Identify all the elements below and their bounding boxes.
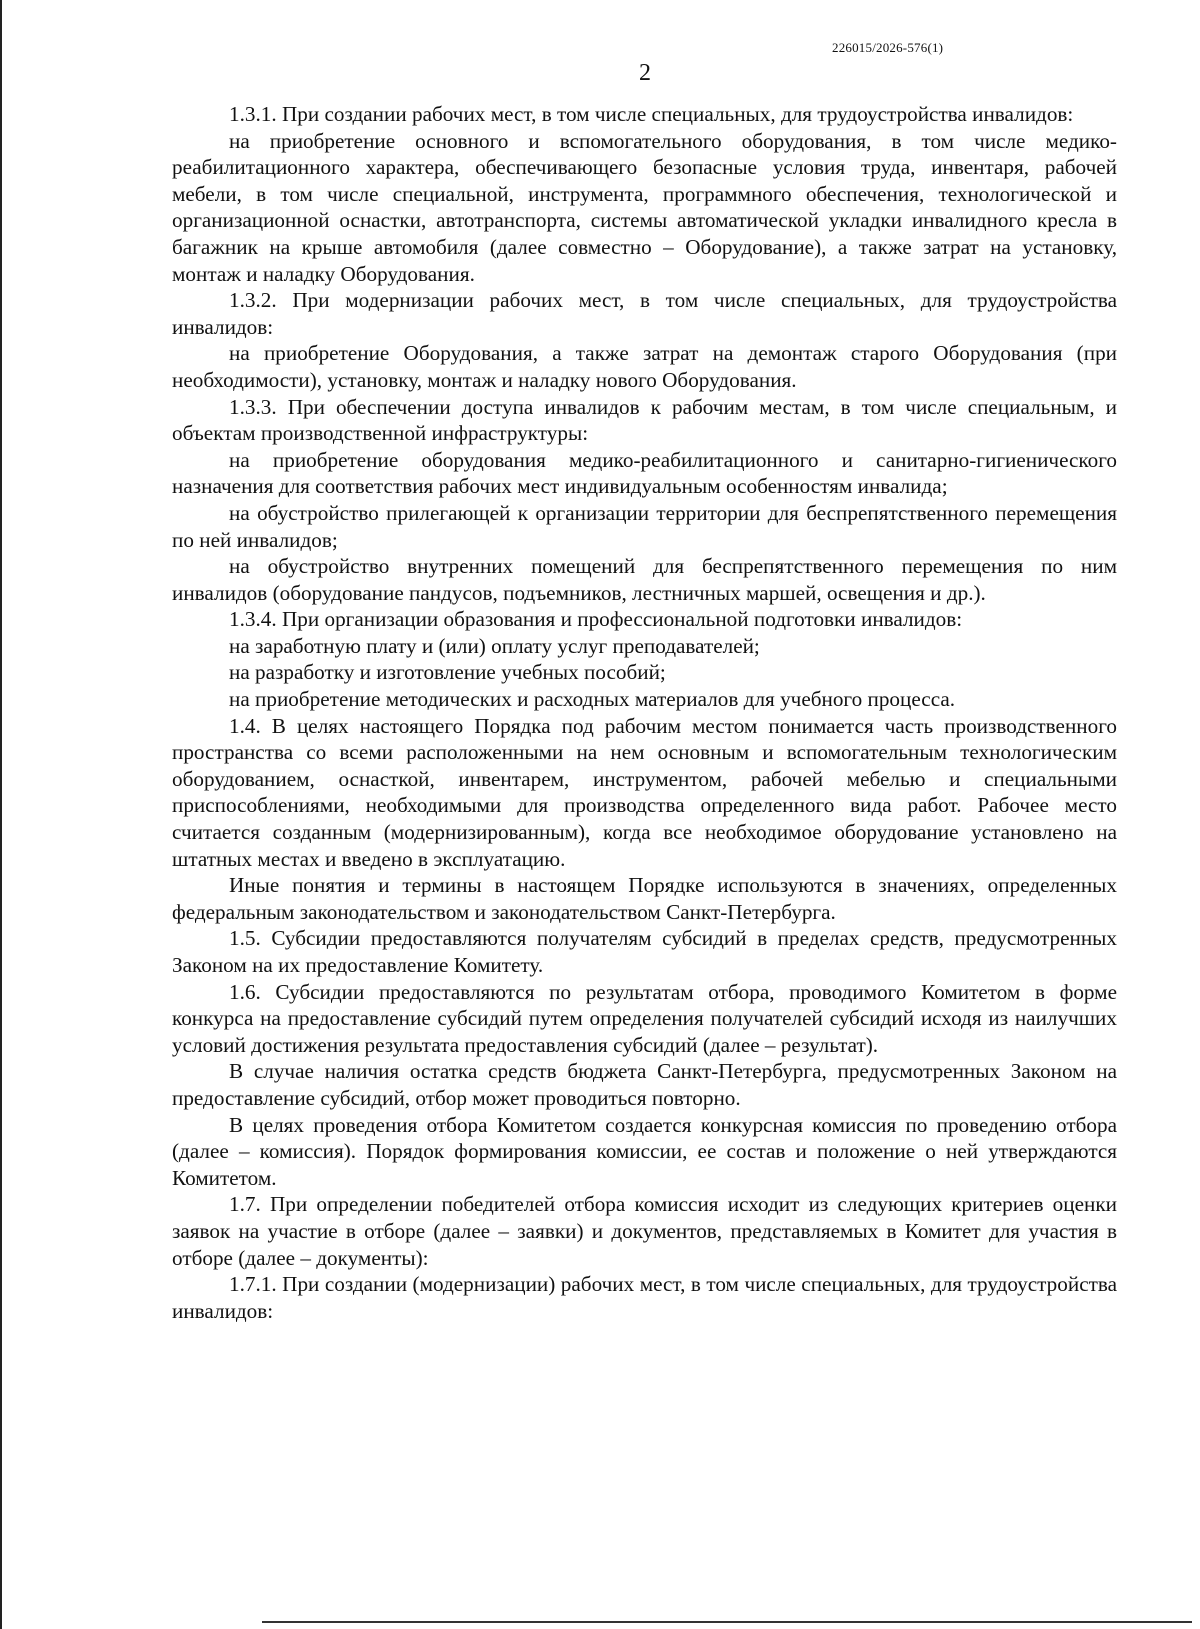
paragraph-1-7: 1.7. При определении победителей отбора комиссия исходит из следующих критериев оценки заявок на участие в отборе (далее – заявки) и документов, представляемых в Комитет для участия в отборе (далее – документы): [172,1192,1117,1270]
paragraph-1-7-1: 1.7.1. При создании (модернизации) рабочих мест, в том числе специальных, для трудоустройства инвалидов: [172,1272,1117,1323]
paragraph: на обустройство прилегающей к организации территории для беспрепятственного перемещения по ней инвалидов; [172,500,1117,552]
paragraph-1-5: 1.5. Субсидии предоставляются получателям субсидий в пределах средств, предусмотренных Законом на их предоставление Комитету. [172,926,1117,977]
paragraph: на обустройство внутренних помещений для беспрепятственного перемещения по ним инвалидов (оборудование пандусов, подъемников, лестничных маршей, освещения и др.). [172,554,1117,605]
paragraph-1-3-4: 1.3.4. При организации образования и профессиональной подготовки инвалидов: [229,607,963,632]
paragraph: В случае наличия остатка средств бюджета Санкт-Петербурга, предусмотренных Законом на предоставление субсидий, отбор может проводиться повторно. [172,1059,1117,1110]
paragraph: на приобретение методических и расходных материалов для учебного процесса. [229,687,956,712]
scan-edge-left [0,0,2,1629]
document-body [172,101,1117,1324]
paragraph: на разработку и изготовление учебных пособий; [229,660,666,685]
paragraph-1-6: 1.6. Субсидии предоставляются по результатам отбора, проводимого Комитетом в форме конкурса на предоставление субсидий путем определения получателей субсидий исходя из наилучших условий достижения результата предоставления субсидий (далее – результат). [172,979,1117,1057]
paragraph: Иные понятия и термины в настоящем Порядке используются в значениях, определенных федеральным законодательством и законодательством Санкт-Петербурга. [172,873,1117,924]
scan-edge-bottom [262,1621,1192,1623]
document-registration-number: 226015/2026-576(1) [832,40,944,55]
paragraph-1-3-3: 1.3.3. При обеспечении доступа инвалидов к рабочим местам, в том числе специальным, и объектам производственной инфраструктуры: [172,394,1117,446]
paragraph: на приобретение Оборудования, а также затрат на демонтаж старого Оборудования (при необходимости), установку, монтаж и наладку нового Оборудования. [172,341,1117,392]
paragraph: на заработную плату и (или) оплату услуг преподавателей; [229,633,760,658]
paragraph-1-3-2: 1.3.2. При модернизации рабочих мест, в том числе специальных, для трудоустройства инвалидов: [172,288,1117,339]
paragraph: на приобретение основного и вспомогательного оборудования, в том числе медико-реабилитационного характера, обеспечивающего безопасные условия труда, инвентаря, рабочей мебели, в том числе специальной, инструмента, программного обеспечения, технологической и организационной оснастки, автотранспорта, системы автоматической укладки инвалидного кресла в багажник на крыше автомобиля (далее совместно – Оборудование), а также затрат на установку, монтаж и наладку Оборудования. [172,128,1117,286]
paragraph-1-4: 1.4. В целях настоящего Порядка под рабочим местом понимается часть производственного пространства со всеми расположенными на нем основным и вспомогательным технологическим оборудованием, оснасткой, инвентарем, инструментом, рабочей мебелью и специальными приспособлениями, необходимыми для производства определенного вида работ. Рабочее место считается созданным (модернизированным), когда все необходимое оборудование установлено на штатных местах и введено в эксплуатацию. [172,713,1117,871]
paragraph-1-3-1: 1.3.1. При создании рабочих мест, в том числе специальных, для трудоустройства инвалидов: [229,102,1074,126]
page-number: 2 [639,60,651,86]
paragraph: В целях проведения отбора Комитетом создается конкурсная комиссия по проведению отбора (далее – комиссия). Порядок формирования комиссии, ее состав и положение о ней утверждаются Комитетом. [172,1112,1117,1190]
paragraph: на приобретение оборудования медико-реабилитационного и санитарно-гигиенического назначения для соответствия рабочих мест индивидуальным особенностям инвалида; [172,447,1117,499]
